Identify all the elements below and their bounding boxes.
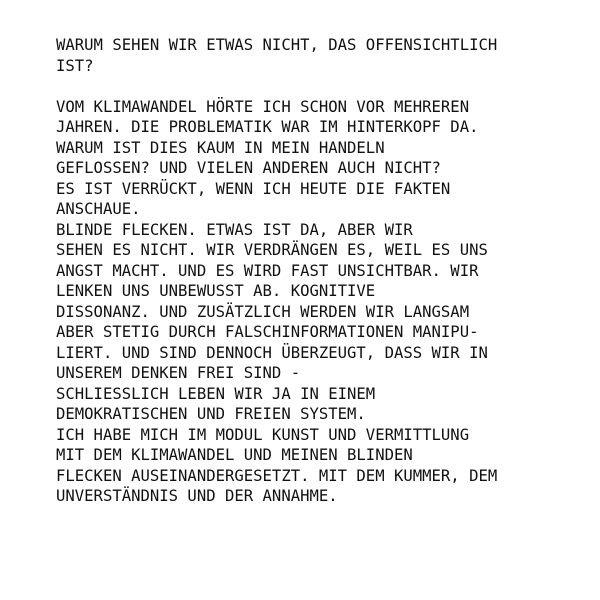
body-line: ICH HABE MICH IM MODUL KUNST UND VERMITTLUNG: [56, 425, 470, 444]
body-line: ANSCHAUE.: [56, 200, 141, 218]
text-block: [56, 35, 556, 507]
body-line: DEMOKRATISCHEN UND FREIEN SYSTEM.: [56, 405, 366, 423]
body-line: DISSONANZ. UND ZUSÄTZLICH WERDEN WIR LANGSAM: [56, 302, 470, 321]
body-line: UNSEREM DENKEN FREI SIND -: [56, 364, 301, 382]
body-line: VOM KLIMAWANDEL HÖRTE ICH SCHON VOR MEHREREN: [56, 97, 470, 116]
body-line: WARUM IST DIES KAUM IN MEIN HANDELN: [56, 138, 385, 157]
body-line: UNVERSTÄNDNIS UND DER ANNAHME.: [56, 487, 338, 505]
body-line: SEHEN ES NICHT. WIR VERDRÄNGEN ES, WEIL ES UNS: [56, 241, 488, 259]
body-line: LENKEN UNS UNBEWUSST AB. KOGNITIVE: [56, 282, 376, 300]
body-line: ABER STETIG DURCH FALSCHINFORMATIONEN MANIPU-: [56, 323, 479, 341]
title-line: WARUM SEHEN WIR ETWAS NICHT, DAS OFFENSICHTLICH: [56, 36, 498, 54]
body-line: LIERT. UND SIND DENNOCH ÜBERZEUGT, DASS WIR IN: [56, 343, 488, 362]
body-line: SCHLIESSLICH LEBEN WIR JA IN EINEM: [56, 384, 376, 403]
body-line: MIT DEM KLIMAWANDEL UND MEINEN BLINDEN: [56, 446, 413, 464]
body-line: BLINDE FLECKEN. ETWAS IST DA, ABER WIR: [56, 220, 413, 239]
body-line: ANGST MACHT. UND ES WIRD FAST UNSICHTBAR. WIR: [56, 261, 479, 280]
title-line: IST?: [56, 56, 94, 75]
body-line: ES IST VERRÜCKT, WENN ICH HEUTE DIE FAKTEN: [56, 179, 451, 198]
body-line: GEFLOSSEN? UND VIELEN ANDEREN AUCH NICHT?: [56, 159, 441, 177]
paragraph-gap: [56, 76, 556, 97]
body-line: FLECKEN AUSEINANDERGESETZT. MIT DEM KUMMER, DEM: [56, 466, 498, 485]
body-line: JAHREN. DIE PROBLEMATIK WAR IM HINTERKOPF DA.: [56, 118, 479, 136]
